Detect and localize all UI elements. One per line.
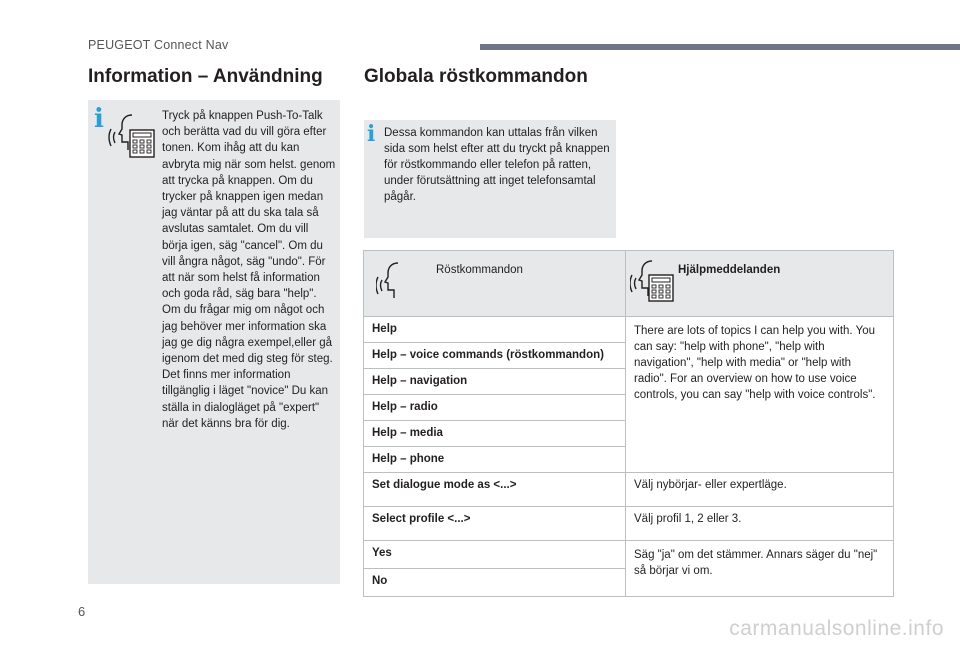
command-cell: Help [364,317,626,343]
info-icon: i [367,121,376,147]
left-section-heading: Information – Användning [88,66,323,87]
message-cell: Säg "ja" om det stämmer. Annars säger du "nej" så börjar vi om. [626,541,894,597]
info-note-text: Dessa kommandon kan uttalas från vilken sida som helst efter att du tryckt på knappen för röstkommando eller telefon på ratten, under förutsättning att inget telefonsamtal pågår. [384,127,610,203]
message-cell: Välj profil 1, 2 eller 3. [626,507,894,541]
watermark: carmanualsonline.info [729,617,944,640]
table-row [364,473,894,507]
command-cell: No [364,569,626,597]
table-header-row [364,251,894,317]
info-icon: i [94,104,104,134]
header-commands-label: Röstkommandon [436,264,523,276]
command-cell: Help – radio [364,395,626,421]
command-cell: Help – phone [364,447,626,473]
message-cell: Välj nybörjar- eller expertläge. [626,473,894,507]
manual-title: PEUGEOT Connect Nav [88,38,229,52]
help-message-cell: There are lots of topics I can help you with. You can say: "help with phone", "help with navigation", "help with media" or "help with radio". For an overview on how to use voice controls, you can say "help with voice controls". [626,317,894,473]
header-cell-help [626,251,894,317]
voice-keypad-icon [108,112,158,160]
header-bar [480,44,960,50]
command-cell: Select profile <...> [364,507,626,541]
command-cell: Help – navigation [364,369,626,395]
voice-command-table [363,250,894,597]
command-cell: Help – media [364,421,626,447]
header-help-label: Hjälpmeddelanden [678,264,781,276]
table-row [364,541,894,569]
usage-paragraph: Tryck på knappen Push-To-Talk och berätta vad du vill göra efter tonen. Kom ihåg att du kan avbryta mig när som helst. genom att trycka på knappen. Om du trycker på knappen igen medan jag väntar på att du ska tala så avslutas samtalet. Om du vill börja igen, säg "cancel". Om du vill ångra något, säg "undo". För att när som helst få information och goda råd, säg bara "help". Om du frågar mig om något och jag behöver mer information ska jag ge dig några exempel,eller gå igenom det med dig steg för steg. Det finns mer information tillgänglig i läget "novice" Du kan ställa in dialogläget på "expert" när det känns bra för dig. [162,110,336,430]
voice-command-icon [376,261,412,301]
table-row [364,317,894,343]
page-number: 6 [78,604,86,619]
right-section-heading: Globala röstkommandon [364,66,588,87]
header-cell-commands [364,251,626,317]
phone-keypad-icon [630,259,676,303]
command-cell: Set dialogue mode as <...> [364,473,626,507]
command-cell: Help – voice commands (röstkommandon) [364,343,626,369]
table-row [364,507,894,541]
command-cell: Yes [364,541,626,569]
